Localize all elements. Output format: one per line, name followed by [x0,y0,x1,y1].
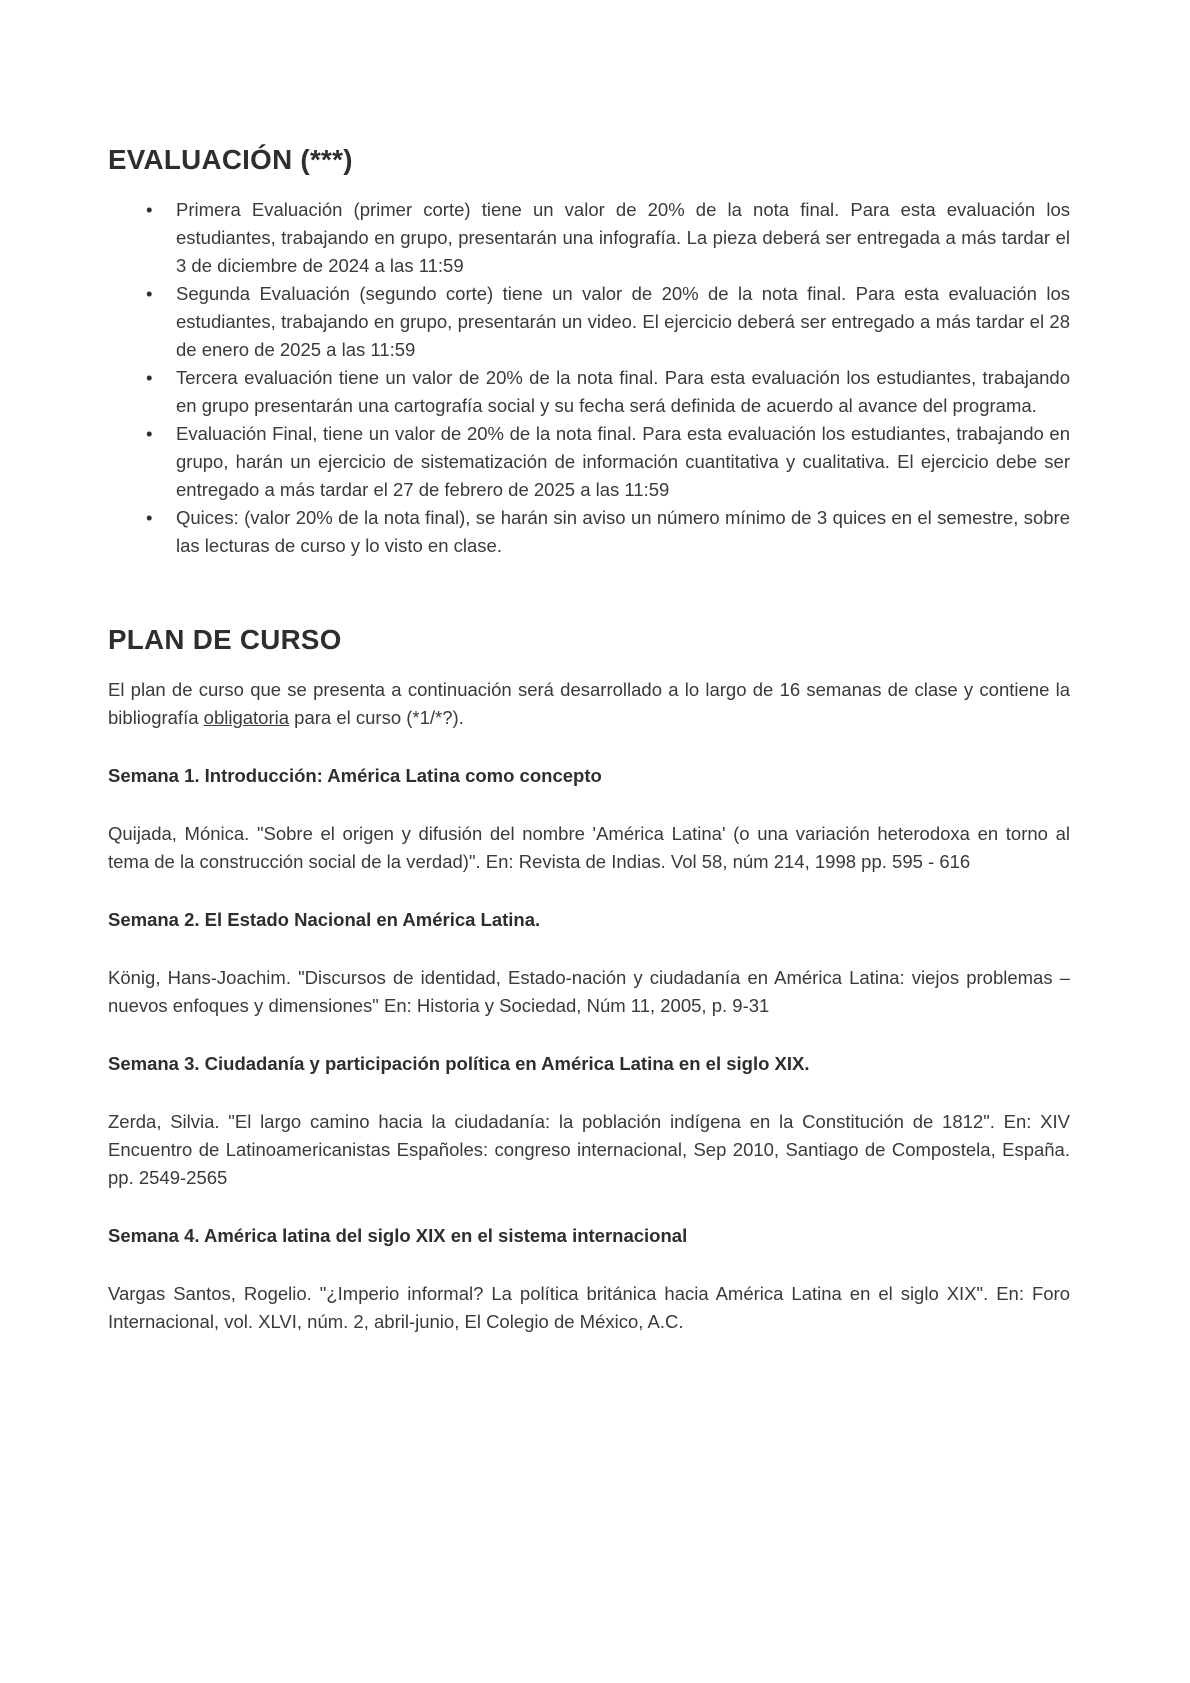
evaluacion-list [108,196,1070,560]
week-3-title: Semana 3. Ciudadanía y participación política en América Latina en el siglo XIX. [108,1053,810,1074]
list-item: • Segunda Evaluación (segundo corte) tiene un valor de 20% de la nota final. Para esta evaluación los estudiantes, trabajando en grupo, presentarán un video. El ejercicio deberá ser entregado a más tardar el 28 de enero de 2025 a las 11:59 [108,280,1070,364]
bullet-icon: • [146,507,153,528]
week-1-title: Semana 1. Introducción: América Latina como concepto [108,765,602,786]
list-item: • Evaluación Final, tiene un valor de 20% de la nota final. Para esta evaluación los estudiantes, trabajando en grupo, harán un ejercicio de sistematización de información cuantitativa y cualitativa. El ejercicio debe ser entregado a más tardar el 27 de febrero de 2025 a las 11:59 [108,420,1070,504]
underlined-word: obligatoria [203,707,290,728]
list-item: • Primera Evaluación (primer corte) tiene un valor de 20% de la nota final. Para esta evaluación los estudiantes, trabajando en grupo, presentarán una infografía. La pieza deberá ser entregada a más tardar el 3 de diciembre de 2024 a las 11:59 [108,196,1070,280]
document-content [108,146,1070,1336]
week-2-title: Semana 2. El Estado Nacional en América Latina. [108,909,541,930]
list-item: • Tercera evaluación tiene un valor de 20% de la nota final. Para esta evaluación los estudiantes, trabajando en grupo presentarán una cartografía social y su fecha será definida de acuerdo al avance del programa. [108,364,1070,420]
week-4-reference: Vargas Santos, Rogelio. "¿Imperio informal? La política británica hacia América Latina en el siglo XIX". En: Foro Internacional, vol. XLVI, núm. 2, abril-junio, El Colegio de México, A.C. [108,1283,1070,1332]
bullet-icon: • [146,423,153,444]
bullet-icon: • [146,367,153,388]
week-1-reference: Quijada, Mónica. "Sobre el origen y difusión del nombre 'América Latina' (o una variación heterodoxa en torno al tema de la construcción social de la verdad)". En: Revista de Indias. Vol 58, núm 214, 1998 pp. 595 - 616 [108,823,1070,872]
evaluacion-heading: EVALUACIÓN (***) [108,144,353,175]
week-3-reference: Zerda, Silvia. "El largo camino hacia la ciudadanía: la población indígena en la Constitución de 1812". En: XIV Encuentro de Latinoamericanistas Españoles: congreso internacional, Sep 2010, Santiago de Compostela, España. pp. 2549-2565 [108,1111,1070,1188]
list-item: • Quices: (valor 20% de la nota final), se harán sin aviso un número mínimo de 3 quices en el semestre, sobre las lecturas de curso y lo visto en clase. [108,504,1070,560]
week-2-reference: König, Hans-Joachim. "Discursos de identidad, Estado-nación y ciudadanía en América Latina: viejos problemas – nuevos enfoques y dimensiones" En: Historia y Sociedad, Núm 11, 2005, p. 9-31 [108,967,1070,1016]
plan-heading: PLAN DE CURSO [108,624,342,655]
bullet-icon: • [146,199,153,220]
bullet-icon: • [146,283,153,304]
plan-intro: El plan de curso que se presenta a continuación será desarrollado a lo largo de 16 semanas de clase y contiene la bibliografía obligatoria para el curso (*1/*?). [108,679,1070,728]
week-4-title: Semana 4. América latina del siglo XIX en el sistema internacional [108,1225,688,1246]
